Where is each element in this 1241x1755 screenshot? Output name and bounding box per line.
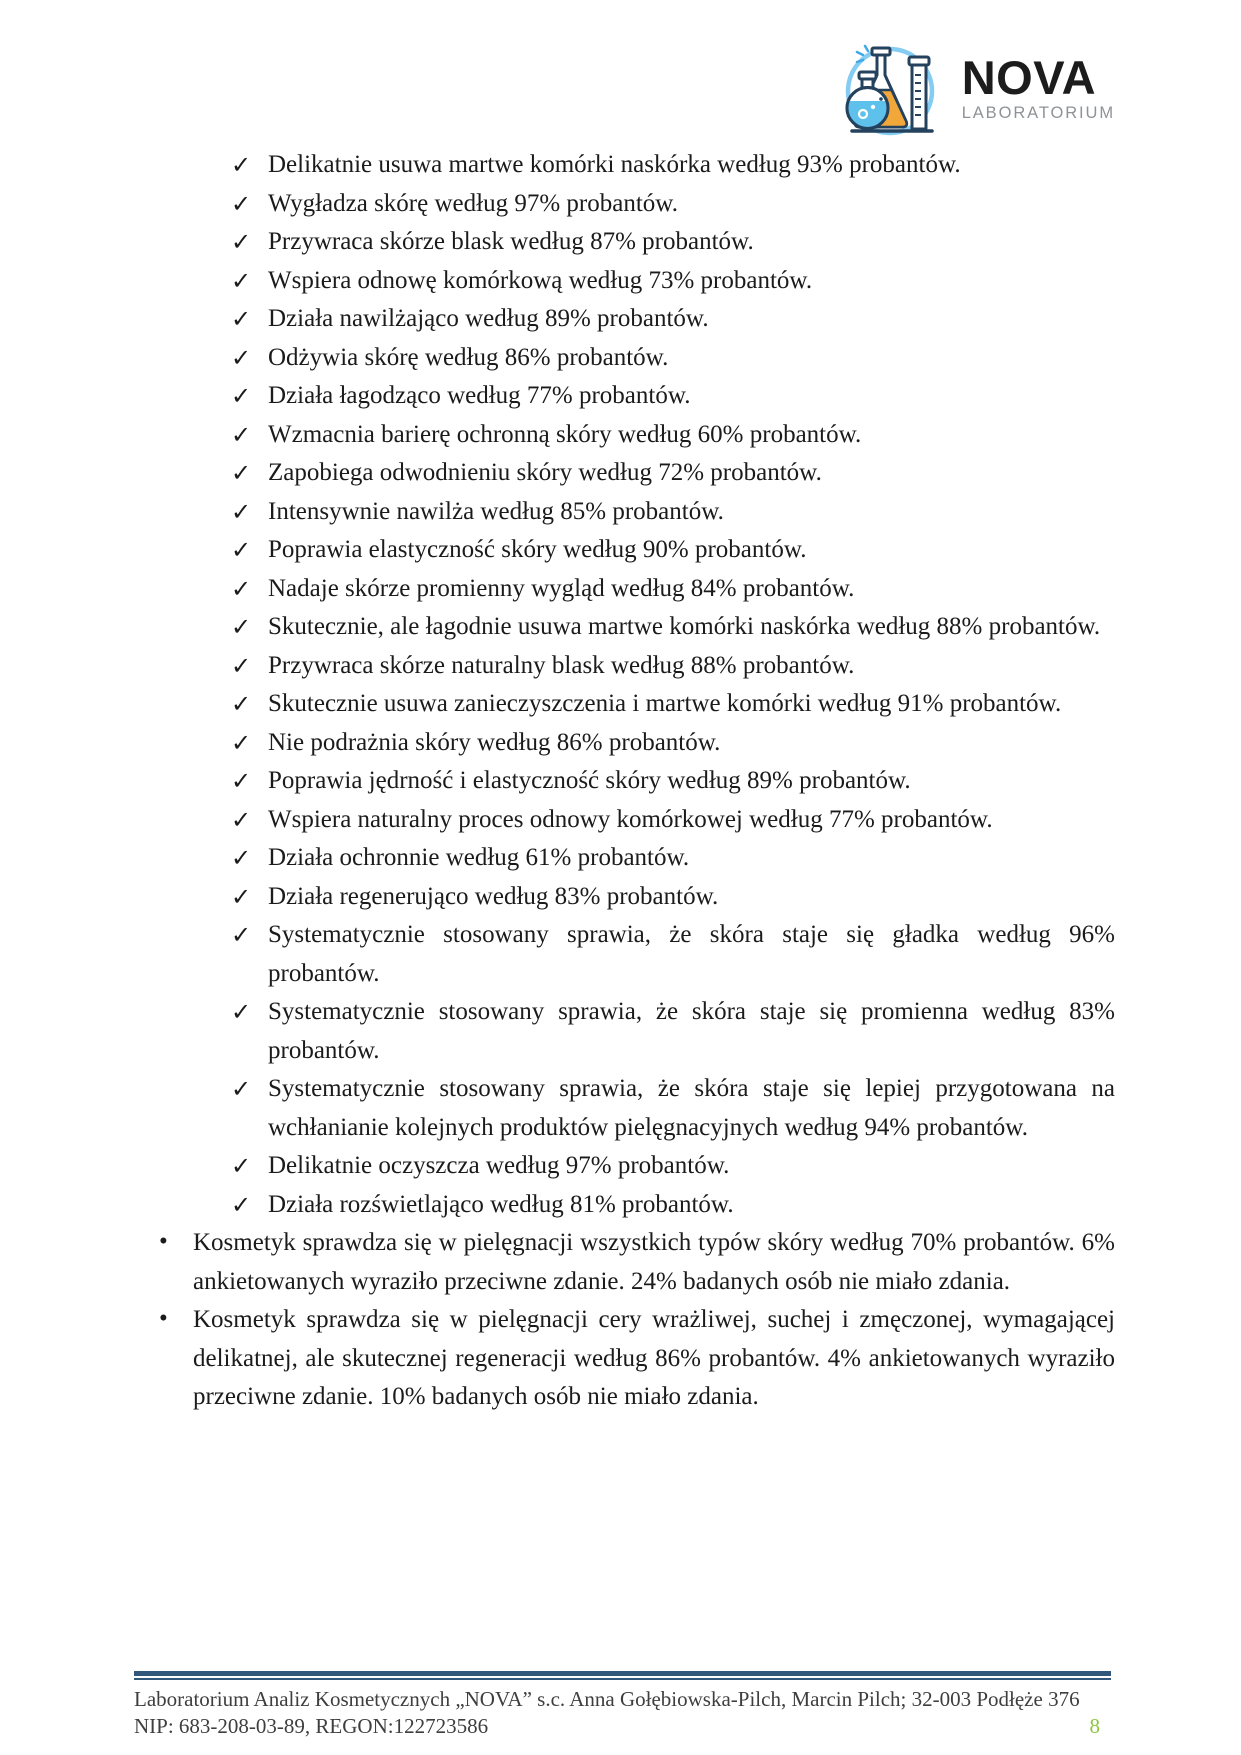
logo-subtitle: LABORATORIUM [961,103,1115,122]
footer-company-line: Laboratorium Analiz Kosmetycznych „NOVA” s.c. Anna Gołębiowska-Pilch, Marcin Pilch; 32-003 Podłęże 376 [134,1687,1080,1711]
check-item-text: Systematycznie stosowany sprawia, że skóra staje się lepiej przygotowana na wchłanianie kolejnych produktów pielęgnacyjnych według 94% probantów. [268,1075,1115,1141]
checkmark-icon: ✓ [231,576,252,603]
footer-nip-regon-line: NIP: 683-208-03-89, REGON:122723586 [134,1714,489,1738]
check-item-text: Delikatnie usuwa martwe komórki naskórka według 93% probantów. [268,151,961,178]
check-item-text: Intensywnie nawilża według 85% probantów. [268,497,724,525]
check-list-item [134,993,1115,1070]
footer [134,1686,1115,1740]
check-item-text: Działa łagodząco według 77% probantów. [268,382,691,409]
check-list [134,146,1115,1224]
check-item-text: Systematycznie stosowany sprawia, że skóra staje się promienna według 83% probantów. [268,998,1115,1064]
checkmark-icon: ✓ [231,191,252,218]
check-item-text: Wygładza skórę według 97% probantów. [268,189,678,217]
checkmark-icon: ✓ [231,345,252,372]
checkmark-icon: ✓ [231,1000,252,1026]
check-list-item [134,531,1115,570]
check-list-item [134,493,1115,532]
checkmark-icon: ✓ [231,499,252,526]
check-item-text: Systematycznie stosowany sprawia, że skóra staje się gładka według 96% probantów. [268,921,1115,987]
check-list-item [134,570,1115,609]
check-list-item [134,146,1115,185]
logo-text [961,50,1115,123]
document-body [134,146,1115,1417]
check-list-item [134,223,1115,262]
check-item-text: Działa regenerująco według 83% probantów. [268,882,719,910]
check-list-item [134,1070,1115,1147]
check-item-text: Działa nawilżająco według 89% probantów. [268,305,709,332]
check-list-item [134,416,1115,455]
check-item-text: Działa rozświetlająco według 81% probantów. [268,1190,734,1218]
page-number: 8 [1089,1714,1100,1738]
checkmark-icon: ✓ [231,153,252,179]
check-list-item [134,647,1115,686]
bullet-list-item [134,1301,1115,1417]
check-list-item [134,878,1115,917]
checkmark-icon: ✓ [231,422,252,449]
checkmark-icon: ✓ [231,923,252,949]
bullet-item-text: Kosmetyk sprawdza się w pielęgnacji cery wrażliwej, suchej i zmęczonej, wymagającej delikatnej, ale skutecznej regeneracji według 86% probantów. 4% ankietowanych wyraziło przeciwne zdanie. 10% badanych osób nie miało zdania. [193,1306,1115,1410]
checkmark-icon: ✓ [231,615,252,641]
checkmark-icon: ✓ [231,653,252,680]
check-item-text: Poprawia jędrność i elastyczność skóry według 89% probantów. [268,767,911,794]
check-list-item [134,839,1115,878]
check-item-text: Przywraca skórze blask według 87% probantów. [268,228,754,255]
bullet-icon: • [159,1228,168,1255]
bullet-item-text: Kosmetyk sprawdza się w pielęgnacji wszystkich typów skóry według 70% probantów. 6% ankietowanych wyraziło przeciwne zdanie. 24% badanych osób nie miało zdania. [193,1229,1115,1295]
check-list-item [134,608,1115,647]
checkmark-icon: ✓ [231,230,252,256]
check-item-text: Wspiera naturalny proces odnowy komórkowej według 77% probantów. [268,805,993,833]
logo-name: NOVA [961,50,1097,104]
lab-flasks-icon [832,40,954,136]
check-list-item [134,339,1115,378]
check-item-text: Poprawia elastyczność skóry według 90% probantów. [268,536,807,563]
check-item-text: Zapobiega odwodnieniu skóry według 72% probantów. [268,459,822,486]
check-item-text: Nie podrażnia skóry według 86% probantów. [268,728,721,756]
check-list-item [134,724,1115,763]
check-list-item [134,685,1115,724]
check-list-item [134,185,1115,224]
checkmark-icon: ✓ [231,730,252,757]
check-list-item [134,300,1115,339]
check-list-item [134,1186,1115,1225]
check-item-text: Działa ochronnie według 61% probantów. [268,844,690,871]
checkmark-icon: ✓ [231,1192,252,1219]
check-item-text: Nadaje skórze promienny wygląd według 84% probantów. [268,574,855,602]
bullet-list-item [134,1224,1115,1301]
checkmark-icon: ✓ [231,461,252,487]
checkmark-icon: ✓ [231,1077,252,1103]
check-list-item [134,801,1115,840]
check-list-item [134,454,1115,493]
checkmark-icon: ✓ [231,538,252,564]
nova-logo [832,40,1115,136]
bullet-list [134,1224,1115,1417]
check-item-text: Skutecznie usuwa zanieczyszczenia i martwe komórki według 91% probantów. [268,690,1062,717]
check-list-item [134,262,1115,301]
footer-rule [134,1671,1111,1680]
checkmark-icon: ✓ [231,769,252,795]
checkmark-icon: ✓ [231,1154,252,1180]
checkmark-icon: ✓ [231,884,252,911]
checkmark-icon: ✓ [231,846,252,872]
checkmark-icon: ✓ [231,807,252,834]
check-item-text: Delikatnie oczyszcza według 97% probantów. [268,1152,730,1179]
check-list-item [134,1147,1115,1186]
check-item-text: Przywraca skórze naturalny blask według 88% probantów. [268,651,855,679]
check-item-text: Wspiera odnowę komórkową według 73% probantów. [268,266,813,294]
checkmark-icon: ✓ [231,384,252,410]
bullet-icon: • [159,1305,168,1332]
checkmark-icon: ✓ [231,692,252,718]
check-list-item [134,762,1115,801]
check-item-text: Odżywia skórę według 86% probantów. [268,343,669,371]
checkmark-icon: ✓ [231,307,252,333]
check-item-text: Wzmacnia barierę ochronną skóry według 60% probantów. [268,420,862,448]
check-item-text: Skutecznie, ale łagodnie usuwa martwe komórki naskórka według 88% probantów. [268,613,1101,640]
check-list-item [134,377,1115,416]
checkmark-icon: ✓ [231,268,252,295]
check-list-item [134,916,1115,993]
